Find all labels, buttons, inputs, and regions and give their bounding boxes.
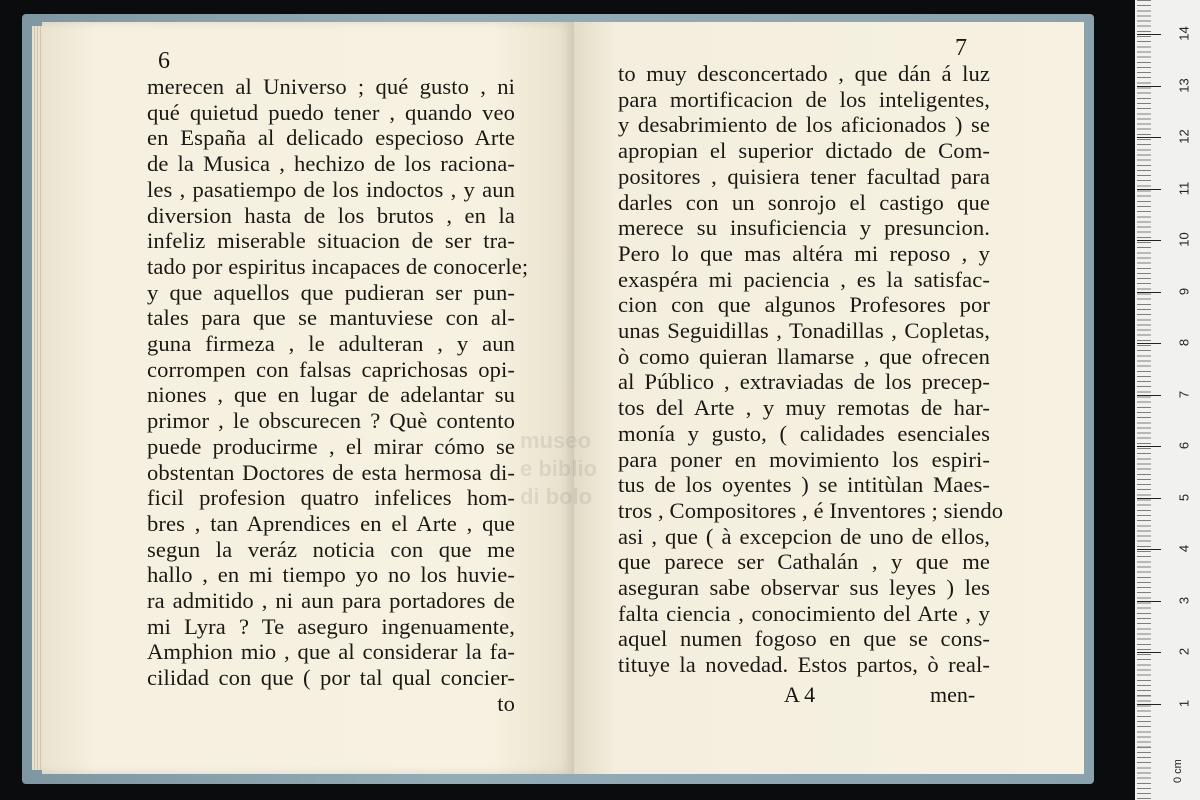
text-line: tros , Compositores , é Inventores ; siendo — [618, 497, 1004, 523]
text-line: corrompen con falsas caprichosas opi- — [147, 356, 515, 382]
text-line: de la Musica , hechizo de los raciona- — [147, 151, 515, 177]
text-line: tituye la novedad. Estos partos, ò real- — [618, 652, 990, 678]
text-line: falta ciencia , conocimiento del Arte , y — [618, 600, 990, 626]
ruler-major-tick — [1137, 86, 1161, 87]
ruler-major-tick — [1137, 395, 1161, 396]
ruler-major-tick — [1137, 137, 1161, 138]
text-line: y que aquellos que pudieran ser pun- — [147, 279, 515, 305]
text-line: aquel numen fogoso en que se cons- — [618, 626, 990, 652]
text-line: apropian el superior dictado de Com- — [618, 138, 990, 164]
text-line: primor , le obscurecen ? Què contento — [147, 408, 515, 434]
text-line: unas Seguidillas , Tonadillas , Copletas, — [618, 318, 990, 344]
left-page-number: 6 — [158, 48, 170, 74]
ruler-label: 1 — [1176, 699, 1192, 707]
text-line: para poner en movimiento los espiri- — [618, 446, 990, 472]
ruler-major-tick — [1137, 549, 1161, 550]
text-line: darles con un sonrojo el castigo que — [618, 189, 990, 215]
ruler-major-tick — [1137, 446, 1161, 447]
text-line: monía y gusto, ( calidades esenciales — [618, 420, 990, 446]
text-line: merece su insuficiencia y presuncion. — [618, 215, 990, 241]
text-line: positores , quisiera tener facultad para — [618, 163, 990, 189]
signature-mark: A 4 — [784, 682, 816, 707]
text-line: cilidad con que ( por tal qual concier- — [147, 665, 515, 691]
text-line: les , pasatiempo de los indoctos , y aun — [147, 176, 515, 202]
ruler-major-tick — [1137, 34, 1161, 35]
text-line: al Público , extraviadas de los precep- — [618, 369, 990, 395]
text-line: tus de los oyentes ) se intitùlan Maes- — [618, 472, 990, 498]
text-line: en España al delicado especioso Arte — [147, 125, 515, 151]
text-line: asi , que ( à excepcion de uno de ellos, — [618, 523, 990, 549]
text-line: mi Lyra ? Te aseguro ingenuamente, — [147, 613, 515, 639]
ruler-label: 4 — [1176, 544, 1192, 553]
ruler-label: 12 — [1176, 129, 1192, 144]
ruler-unit-label: 0 cm — [1172, 759, 1184, 783]
ruler-major-tick — [1137, 343, 1161, 344]
text-line: merecen al Universo ; qué gusto , ni — [147, 74, 515, 99]
text-line: ficil profesion quatro infelices hom- — [147, 485, 515, 511]
right-page-text — [618, 61, 1004, 678]
text-line: exaspéra mi paciencia , es la satisfac- — [618, 266, 990, 292]
text-line: infeliz miserable situacion de ser tra- — [147, 228, 515, 254]
ruler-label: 9 — [1176, 287, 1192, 295]
text-line: puede producirme , el mirar cómo se — [147, 433, 515, 459]
text-line: obstentan Doctores de esta hermosa di- — [147, 459, 515, 485]
ruler-major-tick — [1137, 240, 1161, 241]
ruler-label: 11 — [1176, 181, 1192, 195]
ruler-major-tick — [1137, 498, 1161, 499]
text-line: tado por espiritus incapaces de conocerle; — [147, 253, 529, 279]
ruler-label: 8 — [1176, 338, 1192, 347]
ruler-major-tick — [1137, 704, 1161, 705]
text-line: ò como quieran llamarse , que ofrecen — [618, 343, 990, 369]
ruler-major-tick — [1137, 292, 1161, 293]
text-line: y desabrimiento de los aficionados ) se — [618, 112, 990, 138]
catchword-right: men- — [930, 682, 976, 707]
ruler-label: 14 — [1176, 26, 1192, 41]
ruler-label: 7 — [1176, 390, 1192, 398]
text-line: que parece ser Cathalán , y que me — [618, 549, 990, 575]
text-line: aseguran sabe observar sus leyes ) les — [618, 575, 990, 601]
text-line: Pero lo que mas altéra mi reposo , y — [618, 240, 990, 266]
ruler-label: 13 — [1176, 77, 1192, 93]
text-line: qué quietud puedo tener , quando veo — [147, 99, 515, 125]
catchword-left: to — [497, 690, 515, 716]
ruler-ticks — [1137, 0, 1151, 800]
ruler-major-tick — [1137, 189, 1161, 190]
text-line: diversion hasta de los brutos , en la — [147, 202, 515, 228]
text-line: para mortificacion de los inteligentes, — [618, 86, 990, 112]
left-page-text — [147, 74, 529, 717]
text-line: ra admitido , ni aun para portadores de — [147, 588, 515, 614]
right-page-number: 7 — [955, 35, 967, 61]
text-line: to muy desconcertado , que dán á luz — [618, 61, 990, 86]
ruler-label: 5 — [1176, 493, 1192, 501]
text-line: niones , que en lugar de adelantar su — [147, 382, 515, 408]
ruler-label: 10 — [1176, 232, 1192, 247]
text-line: tos del Arte , y muy remotas de har- — [618, 395, 990, 421]
text-line: cion con que algunos Profesores por — [618, 292, 990, 318]
text-line: Amphion mio , que al considerar la fa- — [147, 639, 515, 665]
ruler-label: 6 — [1176, 441, 1192, 450]
text-line: hallo , en mi tiempo yo no los huvie- — [147, 562, 515, 588]
text-line: bres , tan Aprendices en el Arte , que — [147, 510, 515, 536]
text-line: tales para que se mantuviese con al- — [147, 305, 515, 331]
ruler-major-tick — [1137, 601, 1161, 602]
text-line: guna firmeza , le adulteran , y aun — [147, 331, 515, 357]
text-line: segun la veráz noticia con que me — [147, 536, 515, 562]
ruler-label: 2 — [1176, 647, 1192, 656]
ruler-label: 3 — [1176, 596, 1192, 604]
ruler-major-tick — [1137, 652, 1161, 653]
